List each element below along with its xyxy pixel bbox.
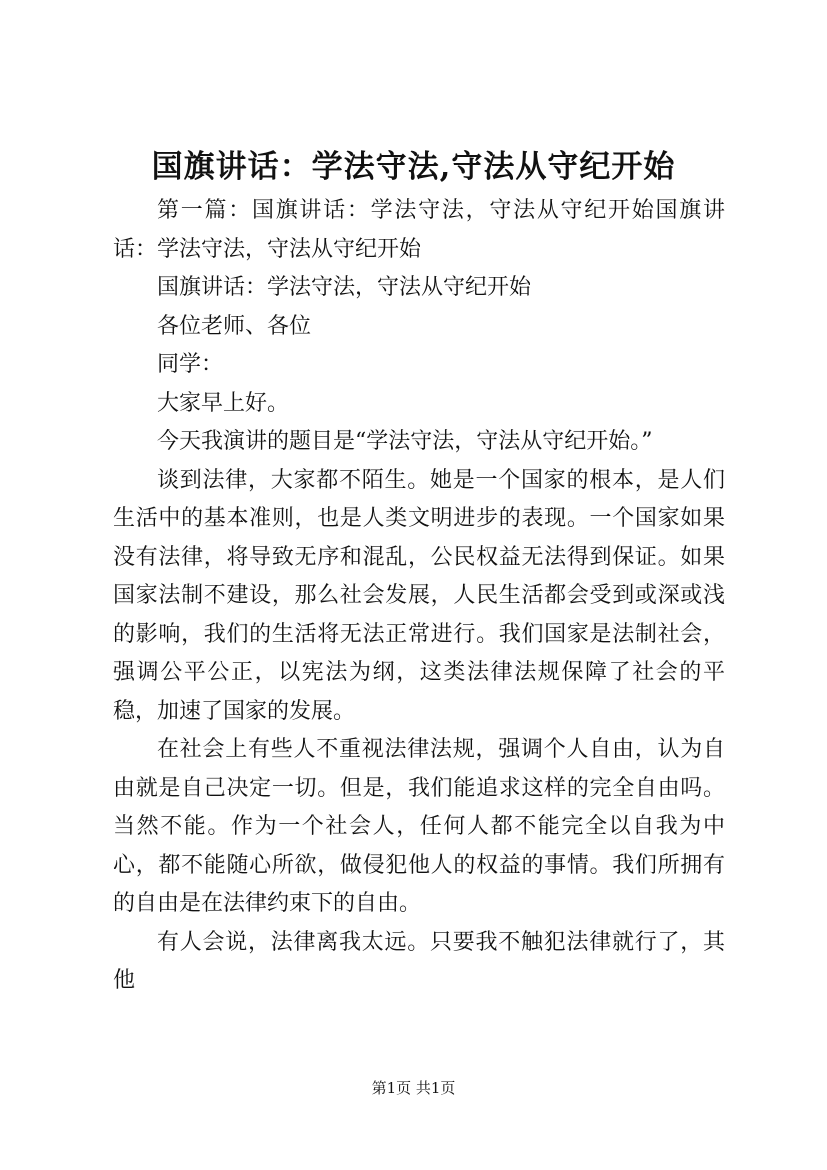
document-body xyxy=(113,192,725,1001)
paragraph: 国旗讲话：学法守法，守法从守纪开始 xyxy=(157,275,532,300)
paragraph: 在社会上有些人不重视法律法规，强调个人自由，认为自由就是自己决定一切。但是，我们能追求这样的完全自由吗。当然不能。作为一个社会人，任何人都不能完全以自我为中心，都不能随心所欲，做侵犯他人的权益的事情。我们所拥有的自由是在法律约束下的自由。 xyxy=(113,737,725,916)
paragraph: 第一篇：国旗讲话：学法守法，守法从守纪开始国旗讲话：学法守法，守法从守纪开始 xyxy=(113,198,725,262)
paragraph: 今天我演讲的题目是“学法守法，守法从守纪开始。” xyxy=(157,429,653,454)
paragraph: 谈到法律，大家都不陌生。她是一个国家的根本，是人们生活中的基本准则，也是人类文明进步的表现。一个国家如果没有法律，将导致无序和混乱，公民权益无法得到保证。如果国家法制不建设，那么社会发展，人民生活都会受到或深或浅的影响，我们的生活将无法正常进行。我们国家是法制社会，强调公平公正，以宪法为纲，这类法律法规保障了社会的平稳，加速了国家的发展。 xyxy=(113,467,725,724)
paragraph: 各位老师、各位 xyxy=(157,313,312,339)
paragraph: 大家早上好。 xyxy=(157,390,290,416)
paragraph: 有人会说，法律离我太远。只要我不触犯法律就行了，其他 xyxy=(113,929,725,993)
paragraph: 同学： xyxy=(157,352,224,377)
page-footer: 第1页 共1页 xyxy=(371,1079,456,1097)
document-title: 国旗讲话：学法守法,守法从守纪开始 xyxy=(151,149,676,185)
